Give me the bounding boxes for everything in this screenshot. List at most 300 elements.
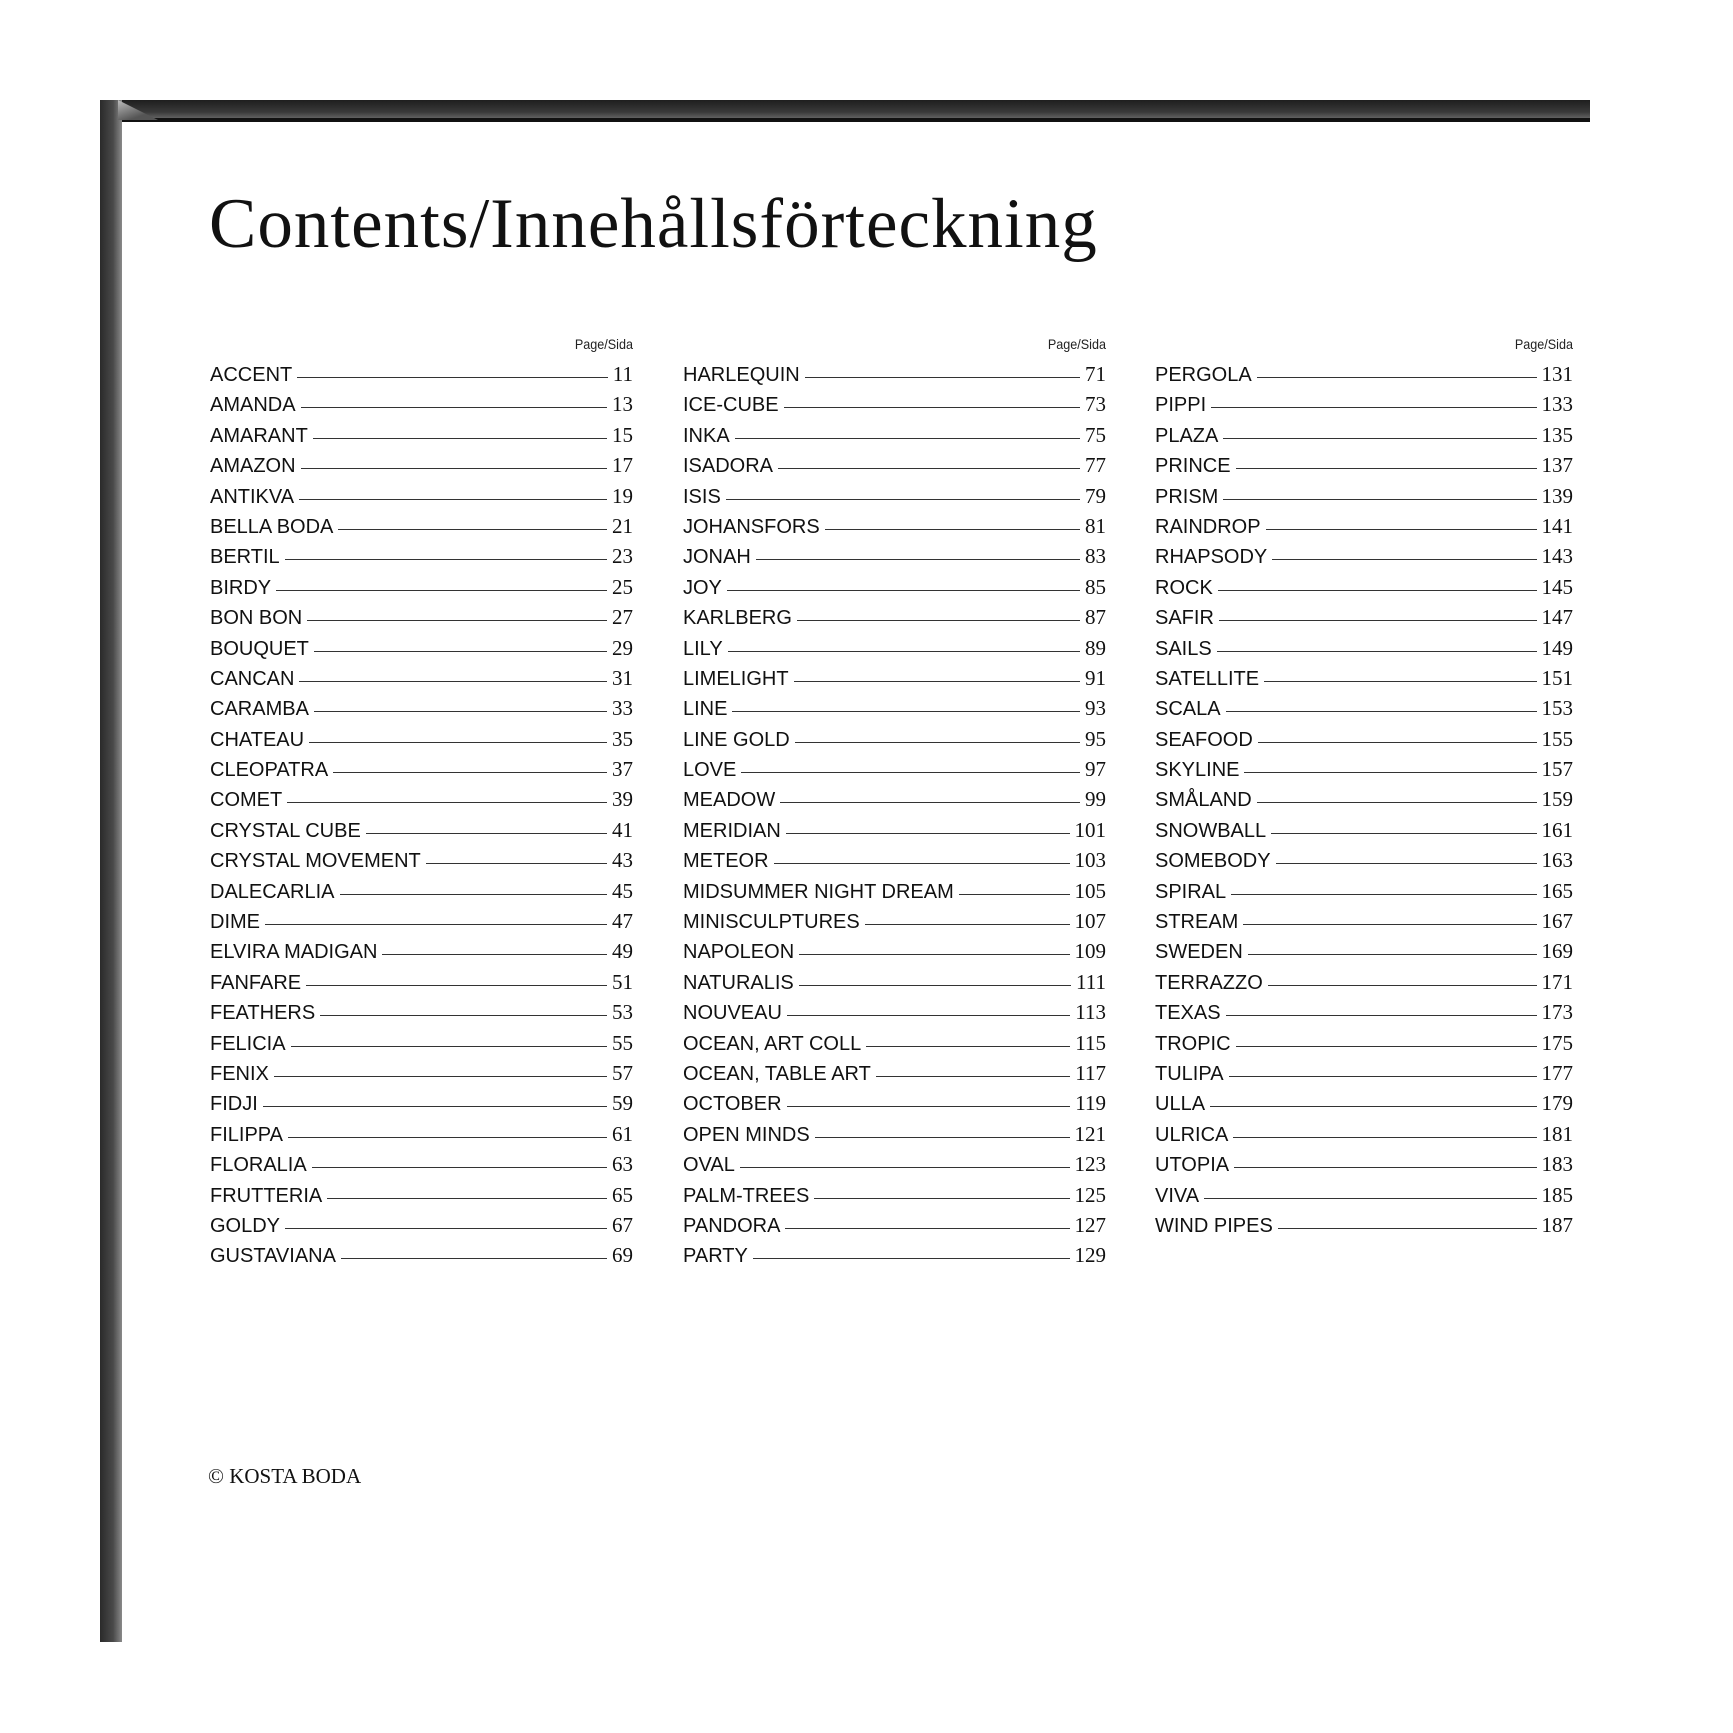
entry-name: PRINCE [1155,455,1231,478]
entry-page-number: 169 [1541,939,1573,964]
entry-page-number: 81 [1085,513,1106,538]
toc-entry [683,423,1106,453]
entry-page-number: 115 [1075,1030,1106,1055]
toc-entry [683,1183,1106,1213]
page-inner-edge [122,118,1590,122]
entry-page-number: 31 [612,665,633,690]
entry-page-number: 143 [1541,544,1573,569]
leader-line [426,863,607,864]
entry-name: NATURALIS [683,971,794,994]
entry-name: CHATEAU [210,728,305,751]
toc-entry [1155,636,1573,666]
entry-name: ULRICA [1155,1123,1229,1146]
entry-page-number: 43 [612,848,633,873]
entry-page-number: 109 [1074,939,1106,964]
entry-page-number: 147 [1541,605,1573,630]
leader-line [306,985,607,986]
entry-name: FANFARE [210,971,302,994]
entry-page-number: 185 [1541,1182,1573,1207]
entry-name: ROCK [1155,576,1213,599]
toc-entry [210,605,633,635]
entry-page-number: 129 [1074,1243,1106,1268]
leader-line [741,772,1080,773]
toc-entry [210,453,633,483]
entry-name: KARLBERG [683,607,792,630]
leader-line [753,1258,1070,1259]
leader-line [288,1137,607,1138]
binding-left-edge [100,100,122,1642]
toc-entry [1155,666,1573,696]
entry-name: SOMEBODY [1155,850,1271,873]
leader-line [1218,590,1537,591]
toc-entry [683,1213,1106,1243]
entry-name: MIDSUMMER NIGHT DREAM [683,880,954,903]
toc-entry [210,392,633,422]
entry-page-number: 23 [612,544,633,569]
entry-name: FLORALIA [210,1154,307,1177]
leader-line [784,407,1080,408]
toc-entry [210,787,633,817]
entry-name: OVAL [683,1154,735,1177]
toc-entry [683,879,1106,909]
toc-entry [1155,1183,1573,1213]
entry-name: AMANDA [210,394,296,417]
leader-line [1244,772,1536,773]
toc-entry [1155,362,1573,392]
entry-page-number: 79 [1085,483,1106,508]
leader-line [291,1046,607,1047]
toc-entry [210,636,633,666]
leader-line [1226,1015,1537,1016]
toc-entry [1155,848,1573,878]
entry-name: NAPOLEON [683,941,795,964]
entry-page-number: 45 [612,878,633,903]
entry-page-number: 13 [612,392,633,417]
page-title: Contents/Innehållsförteckning [209,185,1098,263]
entry-name: OCEAN, TABLE ART [683,1062,871,1085]
leader-line [1204,1198,1536,1199]
toc-entry [210,757,633,787]
entry-name: PALM-TREES [683,1184,810,1207]
leader-line [382,954,607,955]
toc-entry [683,848,1106,878]
copyright-notice: © KOSTA BODA [208,1464,362,1488]
entry-page-number: 83 [1085,544,1106,569]
toc-entry [683,909,1106,939]
toc-entry [683,1243,1106,1273]
entry-name: CARAMBA [210,698,309,721]
entry-name: BIRDY [210,576,272,599]
entry-name: LINE [683,698,728,721]
toc-entry [210,423,633,453]
leader-line [1210,1106,1536,1107]
leader-line [795,742,1080,743]
entry-name: COMET [210,789,283,812]
leader-line [774,863,1070,864]
toc-entry [1155,392,1573,422]
entry-page-number: 103 [1074,848,1106,873]
entry-name: TEXAS [1155,1002,1221,1025]
leader-line [1248,954,1537,955]
toc-entry [210,1091,633,1121]
entry-page-number: 73 [1085,392,1106,417]
entry-name: CANCAN [210,667,295,690]
entry-name: JOY [683,576,722,599]
entry-name: HARLEQUIN [683,364,800,386]
entry-page-number: 61 [612,1121,633,1146]
entry-page-number: 11 [612,362,633,386]
toc-entry [210,727,633,757]
toc-column-2 [683,336,1106,1274]
toc-entry [683,544,1106,574]
entry-name: ISADORA [683,455,774,478]
entry-page-number: 33 [612,696,633,721]
entry-name: PLAZA [1155,424,1219,447]
entry-page-number: 47 [612,909,633,934]
toc-entry [1155,453,1573,483]
entry-page-number: 139 [1541,483,1573,508]
entry-page-number: 125 [1074,1182,1106,1207]
entry-page-number: 113 [1075,1000,1106,1025]
leader-line [333,772,607,773]
toc-entry [683,818,1106,848]
entry-name: SMÅLAND [1155,789,1252,812]
entry-page-number: 97 [1085,757,1106,782]
entry-page-number: 35 [612,726,633,751]
entry-name: RAINDROP [1155,515,1261,538]
toc-entry [210,848,633,878]
entry-page-number: 59 [612,1091,633,1116]
leader-line [1229,1076,1537,1077]
entry-page-number: 55 [612,1030,633,1055]
entry-name: LOVE [683,759,737,782]
entry-page-number: 131 [1541,362,1573,386]
entry-name: SATELLITE [1155,667,1260,690]
leader-line [959,894,1070,895]
entry-name: JOHANSFORS [683,515,820,538]
toc-entry [210,544,633,574]
entry-name: SCALA [1155,698,1221,721]
entry-page-number: 155 [1541,726,1573,751]
leader-line [299,681,607,682]
toc-column-3 [1155,336,1573,1243]
entry-name: PANDORA [683,1214,781,1237]
toc-entry [210,696,633,726]
entry-page-number: 39 [612,787,633,812]
toc-entry [1155,1213,1573,1243]
leader-line [314,651,607,652]
entry-page-number: 173 [1541,1000,1573,1025]
entry-page-number: 119 [1075,1091,1106,1116]
toc-entry [210,666,633,696]
entry-page-number: 51 [612,969,633,994]
entry-page-number: 99 [1085,787,1106,812]
leader-line [814,1198,1069,1199]
leader-line [865,924,1070,925]
toc-entry [683,484,1106,514]
toc-entry [1155,484,1573,514]
entry-name: LILY [683,637,723,660]
entry-page-number: 27 [612,605,633,630]
entry-name: ISIS [683,485,721,508]
entry-page-number: 167 [1541,909,1573,934]
entry-page-number: 91 [1085,665,1106,690]
entry-page-number: 121 [1074,1121,1106,1146]
entry-page-number: 87 [1085,605,1106,630]
leader-line [726,499,1080,500]
leader-line [1272,559,1536,560]
toc-entry [1155,423,1573,453]
entry-page-number: 89 [1085,635,1106,660]
entry-name: ICE-CUBE [683,394,779,417]
leader-line [285,1228,607,1229]
entry-name: SAILS [1155,637,1212,660]
toc-entry [683,727,1106,757]
toc-entry [1155,757,1573,787]
entry-name: CLEOPATRA [210,759,329,782]
entry-page-number: 159 [1541,787,1573,812]
entry-name: FRUTTERIA [210,1184,323,1207]
toc-entry [683,1061,1106,1091]
leader-line [797,620,1080,621]
leader-line [780,802,1080,803]
entry-name: ACCENT [210,364,293,386]
entry-page-number: 175 [1541,1030,1573,1055]
toc-entry [1155,1031,1573,1061]
entry-name: ELVIRA MADIGAN [210,941,378,964]
toc-entry [210,879,633,909]
entry-name: PARTY [683,1245,748,1268]
toc-entry [683,666,1106,696]
leader-line [301,468,607,469]
entry-name: AMAZON [210,455,296,478]
entry-name: SEAFOOD [1155,728,1253,751]
entry-page-number: 29 [612,635,633,660]
entry-name: TERRAZZO [1155,971,1263,994]
entry-name: DIME [210,911,260,934]
entry-page-number: 171 [1541,969,1573,994]
leader-line [276,590,607,591]
entry-page-number: 165 [1541,878,1573,903]
entry-name: FENIX [210,1062,269,1085]
toc-entry [1155,787,1573,817]
entry-page-number: 67 [612,1212,633,1237]
entry-name: CRYSTAL CUBE [210,819,361,842]
entry-name: MERIDIAN [683,819,781,842]
entry-page-number: 93 [1085,696,1106,721]
toc-column-1 [210,336,633,1274]
entry-page-number: 41 [612,817,633,842]
entry-name: GUSTAVIANA [210,1245,336,1268]
toc-entry [1155,696,1573,726]
entry-name: INKA [683,424,730,447]
leader-line [794,681,1080,682]
toc-entry [1155,1061,1573,1091]
entry-page-number: 21 [612,513,633,538]
toc-entry [683,757,1106,787]
leader-line [1226,711,1537,712]
toc-entry [683,970,1106,1000]
leader-line [1211,407,1536,408]
entry-name: FIDJI [210,1093,258,1116]
leader-line [1223,499,1536,500]
toc-entry [683,514,1106,544]
entry-page-number: 141 [1541,513,1573,538]
toc-entry [683,362,1106,392]
entry-page-number: 75 [1085,422,1106,447]
entry-page-number: 149 [1541,635,1573,660]
entry-page-number: 127 [1074,1212,1106,1237]
entry-page-number: 133 [1541,392,1573,417]
toc-entry [210,1183,633,1213]
entry-name: METEOR [683,850,769,873]
entry-page-number: 111 [1076,969,1106,994]
leader-line [735,438,1080,439]
entry-page-number: 71 [1085,362,1106,386]
toc-entry [210,1213,633,1243]
entry-name: BELLA BODA [210,515,334,538]
entry-name: SNOWBALL [1155,819,1267,842]
leader-line [732,711,1080,712]
toc-entry [683,1091,1106,1121]
entry-page-number: 163 [1541,848,1573,873]
leader-line [756,559,1080,560]
entry-name: TROPIC [1155,1032,1231,1055]
entry-name: MINISCULPTURES [683,911,860,934]
entry-name: UTOPIA [1155,1154,1230,1177]
leader-line [301,407,607,408]
entry-name: OPEN MINDS [683,1123,810,1146]
entry-page-number: 177 [1541,1060,1573,1085]
leader-line [307,620,607,621]
toc-entry [1155,818,1573,848]
entry-page-number: 107 [1074,909,1106,934]
leader-line [327,1198,607,1199]
leader-line [1266,529,1537,530]
entry-page-number: 123 [1074,1152,1106,1177]
leader-line [778,468,1080,469]
entry-page-number: 57 [612,1060,633,1085]
entry-name: GOLDY [210,1214,281,1237]
entry-name: LINE GOLD [683,728,790,751]
leader-line [338,529,607,530]
toc-entry [1155,909,1573,939]
entry-page-number: 135 [1541,422,1573,447]
toc-entry [1155,575,1573,605]
entry-page-number: 179 [1541,1091,1573,1116]
entry-name: SWEDEN [1155,941,1243,964]
leader-line [1233,1137,1536,1138]
leader-line [274,1076,607,1077]
leader-line [1264,681,1536,682]
leader-line [805,377,1080,378]
leader-line [1278,1228,1537,1229]
entry-name: FELICIA [210,1032,286,1055]
toc-entry [210,1243,633,1273]
leader-line [728,651,1080,652]
entry-page-number: 37 [612,757,633,782]
entry-page-number: 19 [612,483,633,508]
toc-entry [683,696,1106,726]
leader-line [1276,863,1537,864]
toc-entry [1155,1152,1573,1182]
entry-name: VIVA [1155,1184,1200,1207]
toc-entry [210,939,633,969]
toc-entry [683,1000,1106,1030]
toc-entry [1155,605,1573,635]
toc-entry [210,1152,633,1182]
leader-line [340,894,608,895]
leader-line [320,1015,607,1016]
entry-name: SKYLINE [1155,759,1240,782]
entry-page-number: 145 [1541,574,1573,599]
column-header-page: Page/Sida [1514,336,1573,352]
leader-line [265,924,607,925]
entry-page-number: 63 [612,1152,633,1177]
entry-page-number: 15 [612,422,633,447]
leader-line [1257,377,1537,378]
entry-name: LIMELIGHT [683,667,789,690]
entry-page-number: 101 [1074,817,1106,842]
entry-page-number: 69 [612,1243,633,1268]
toc-entry [210,1061,633,1091]
entry-page-number: 117 [1075,1060,1106,1085]
toc-entry [1155,514,1573,544]
leader-line [1243,924,1536,925]
leader-line [309,742,607,743]
leader-line [815,1137,1070,1138]
leader-line [1223,438,1536,439]
toc-entry [210,514,633,544]
entry-page-number: 77 [1085,453,1106,478]
leader-line [799,954,1069,955]
entry-page-number: 157 [1541,757,1573,782]
leader-line [786,833,1070,834]
leader-line [785,1228,1069,1229]
toc-entry [683,939,1106,969]
entry-name: CRYSTAL MOVEMENT [210,850,421,873]
leader-line [825,529,1080,530]
entry-name: WIND PIPES [1155,1214,1273,1237]
toc-entry [1155,1000,1573,1030]
leader-line [312,1167,607,1168]
toc-entry [1155,727,1573,757]
toc-entry [683,1031,1106,1061]
leader-line [314,711,607,712]
toc-entry [210,575,633,605]
entry-name: OCTOBER [683,1093,782,1116]
entry-name: RHAPSODY [1155,546,1268,569]
toc-entry [683,787,1106,817]
leader-line [1219,620,1537,621]
leader-line [799,985,1071,986]
leader-line [787,1106,1071,1107]
leader-line [1268,985,1537,986]
leader-line [285,559,607,560]
entry-page-number: 25 [612,574,633,599]
leader-line [876,1076,1070,1077]
toc-entry [210,909,633,939]
entry-name: BERTIL [210,546,280,569]
leader-line [740,1167,1070,1168]
column-header-page: Page/Sida [1047,336,1106,352]
toc-entry [683,1122,1106,1152]
toc-entry [683,575,1106,605]
toc-entry [210,1031,633,1061]
toc-entry [210,362,633,392]
entry-name: ANTIKVA [210,485,295,508]
leader-line [1258,742,1537,743]
